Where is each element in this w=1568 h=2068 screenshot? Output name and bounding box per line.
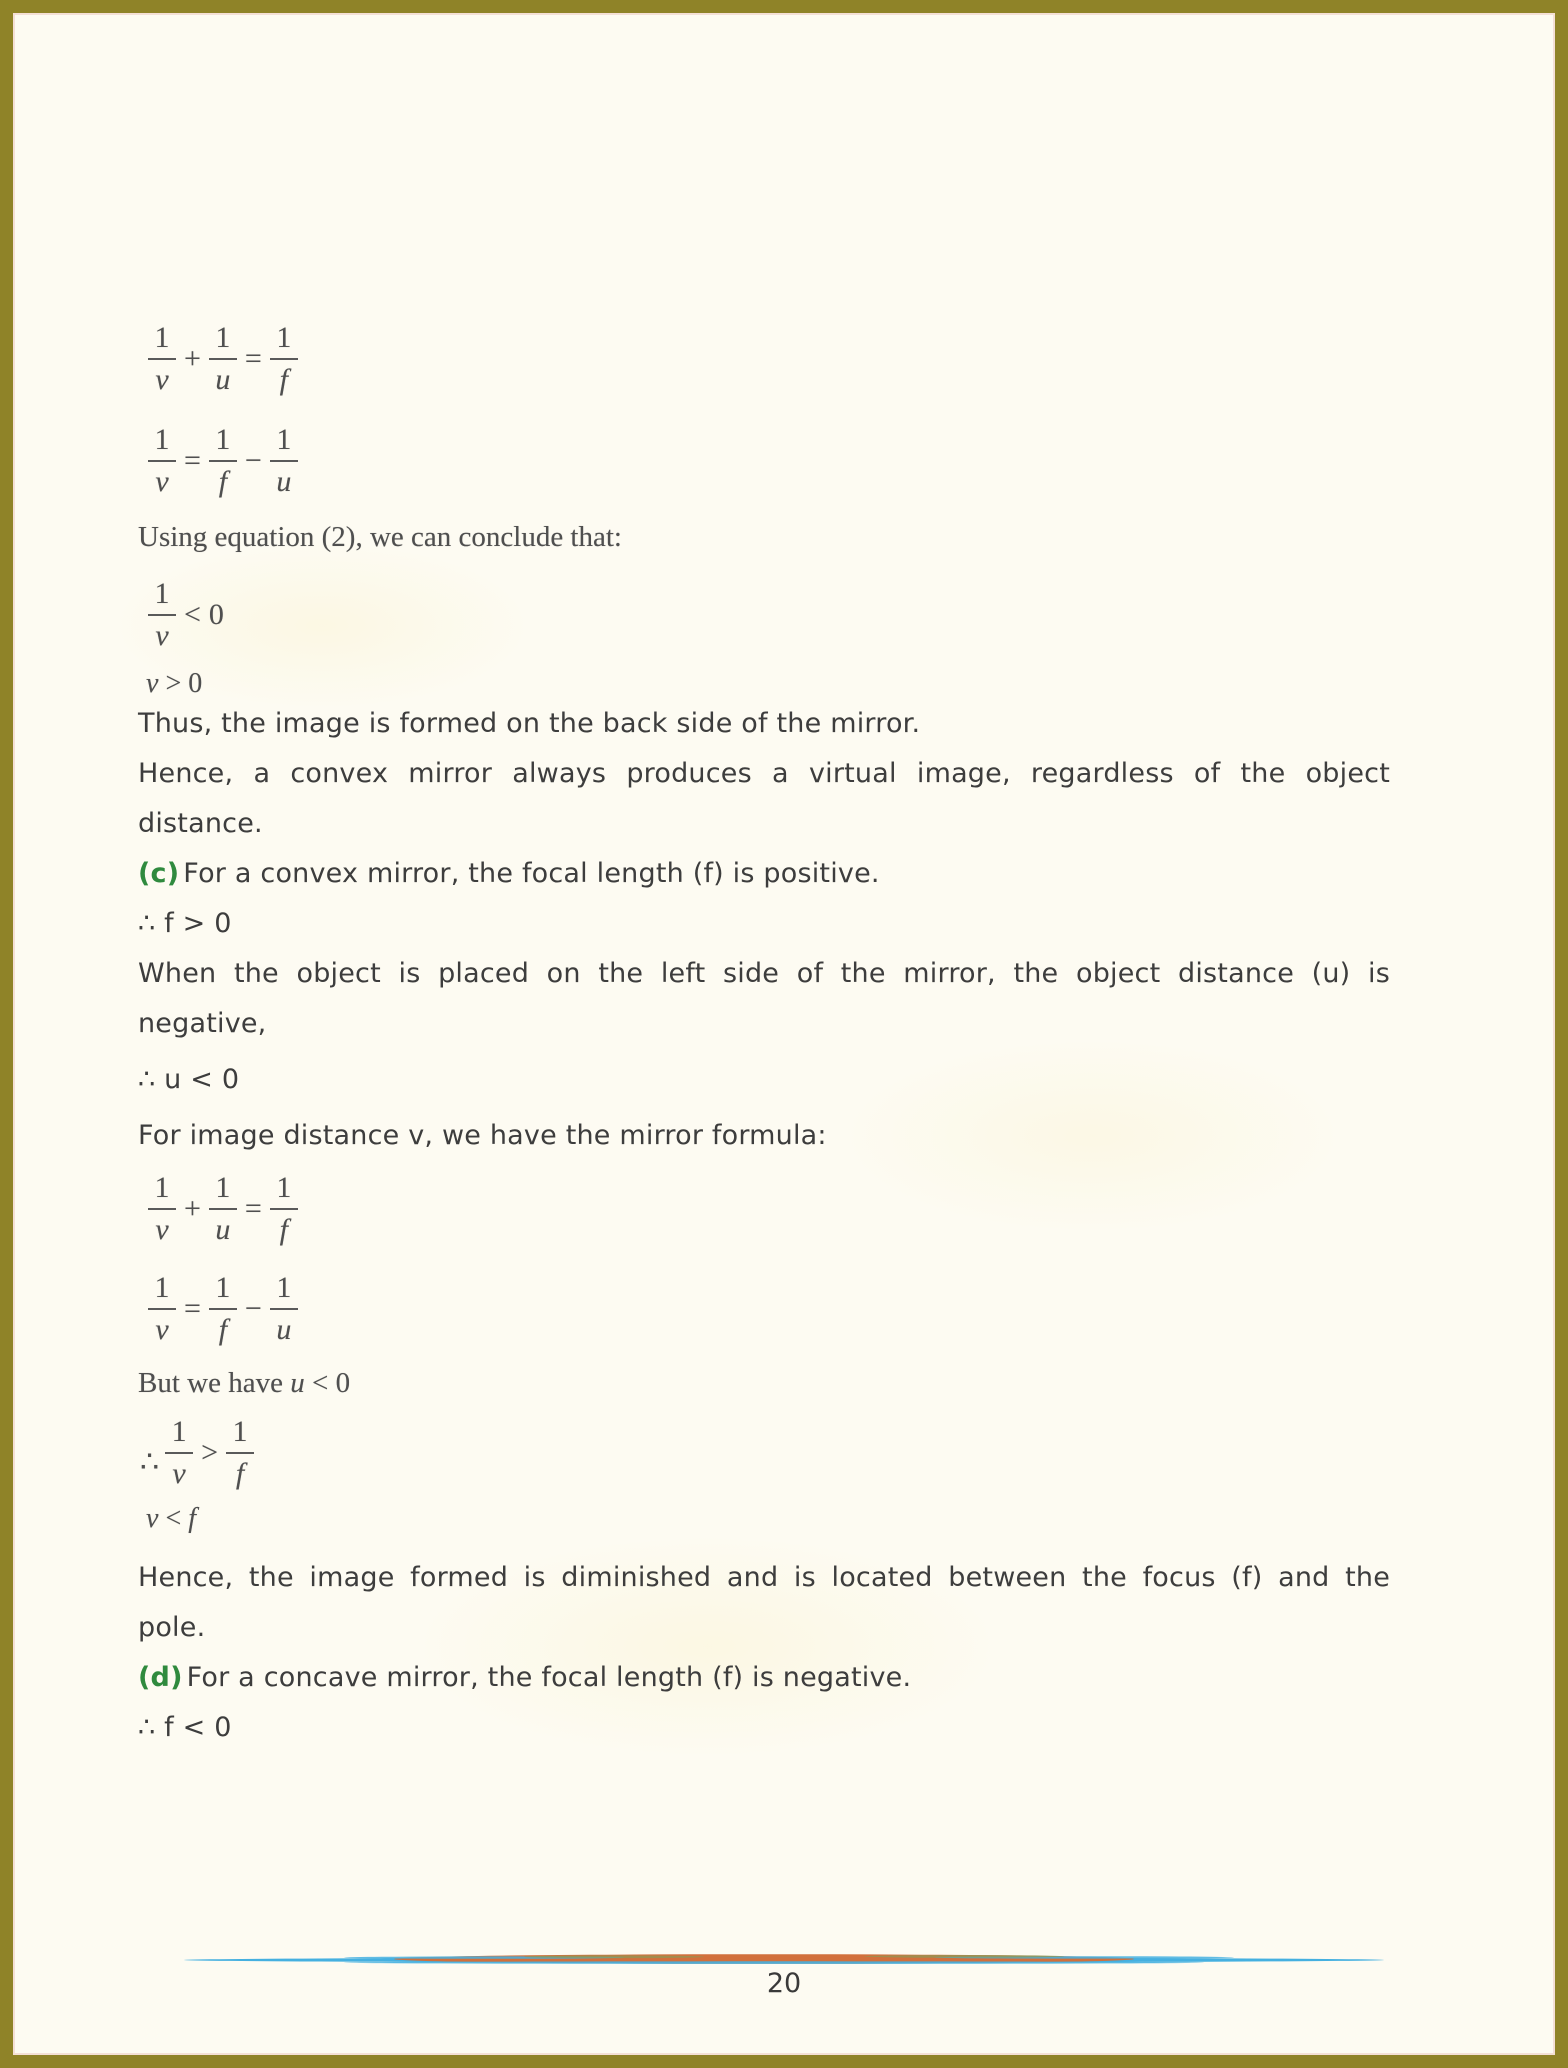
fraction-denominator: v	[148, 1208, 176, 1245]
fraction-denominator: f	[226, 1452, 254, 1489]
fraction-numerator: 1	[215, 1171, 231, 1204]
variable-v: v	[146, 668, 159, 699]
fraction-denominator: u	[270, 460, 298, 497]
fraction-numerator: 1	[276, 321, 292, 354]
zero-value: 0	[335, 1367, 351, 1399]
therefore-f-positive: ∴ f > 0	[138, 908, 232, 939]
fraction-numerator: 1	[276, 1271, 292, 1304]
equation-rearranged-2	[148, 1273, 1390, 1345]
minus-operator: −	[244, 1292, 262, 1325]
page-number: 20	[766, 1968, 802, 1999]
fraction-numerator: 1	[232, 1415, 248, 1448]
section-d-statement	[138, 1653, 1390, 1703]
fraction-denominator: v	[148, 460, 176, 497]
fraction-1-over-f	[226, 1417, 254, 1489]
equals-operator: =	[244, 1192, 262, 1225]
fraction-numerator: 1	[276, 423, 292, 456]
when-object-line2: negative,	[138, 1008, 267, 1039]
hence-diminished-line1: Hence, the image formed is diminished and is located between the focus (f) and the	[138, 1562, 1390, 1593]
fraction-denominator: f	[270, 358, 298, 395]
zero-value: 0	[188, 668, 203, 699]
for-image-distance-text: For image distance v, we have the mirror formula:	[138, 1120, 827, 1151]
equation-v-positive	[146, 669, 1390, 699]
section-c-statement	[138, 849, 1390, 899]
fraction-denominator: u	[209, 1208, 237, 1245]
fraction-numerator: 1	[154, 577, 170, 610]
when-object-line1: When the object is placed on the left side of the mirror, the object distance (u) is	[138, 958, 1390, 989]
fraction-denominator: u	[270, 1308, 298, 1345]
fraction-1-over-v	[148, 579, 176, 651]
fraction-numerator: 1	[154, 1271, 170, 1304]
section-d-label: (d)	[138, 1662, 183, 1693]
decorative-divider	[184, 1950, 1384, 1970]
therefore-u-negative: ∴ u < 0	[138, 1064, 240, 1095]
fraction-1-over-f	[209, 425, 237, 497]
fraction-numerator: 1	[215, 321, 231, 354]
less-than-operator: <	[165, 1503, 182, 1534]
fraction-1-over-v	[148, 1273, 176, 1345]
fraction-1-over-v	[165, 1417, 193, 1489]
section-c-text: For a convex mirror, the focal length (f) is positive.	[183, 858, 880, 889]
fraction-denominator: v	[148, 358, 176, 395]
less-than-operator: <	[184, 598, 201, 631]
equals-operator: =	[184, 1292, 201, 1325]
page-content	[138, 13, 1390, 1753]
fraction-numerator: 1	[154, 1171, 170, 1204]
equation-one-over-v-negative	[148, 579, 1390, 651]
equation-v-lt-f	[146, 1503, 1390, 1535]
fraction-1-over-v	[148, 425, 176, 497]
zero-value: 0	[208, 598, 224, 631]
fraction-1-over-v	[148, 323, 176, 395]
fraction-denominator: f	[270, 1208, 298, 1245]
using-equation-text: Using equation (2), we can conclude that:	[138, 521, 622, 553]
equation-rearranged	[148, 425, 1390, 497]
plus-operator: +	[184, 342, 201, 375]
fraction-1-over-u	[209, 323, 237, 395]
fraction-1-over-u	[209, 1173, 237, 1245]
therefore-f-negative: ∴ f < 0	[138, 1712, 232, 1743]
fraction-1-over-f	[270, 1173, 298, 1245]
fraction-1-over-f	[270, 323, 298, 395]
fraction-denominator: v	[148, 614, 176, 651]
fraction-1-over-v	[148, 1173, 176, 1245]
equals-operator: =	[184, 444, 201, 477]
hence-convex-line1: Hence, a convex mirror always produces a virtual image, regardless of the object	[138, 758, 1390, 789]
section-d-text: For a concave mirror, the focal length (f) is negative.	[186, 1662, 912, 1693]
plus-operator: +	[184, 1192, 201, 1225]
fraction-1-over-u	[270, 425, 298, 497]
greater-than-operator: >	[201, 1436, 219, 1469]
less-than-operator: <	[311, 1367, 329, 1399]
greater-than-operator: >	[165, 668, 182, 699]
equals-operator: =	[244, 342, 262, 375]
fraction-denominator: v	[148, 1308, 176, 1345]
hence-diminished-line2: pole.	[138, 1612, 206, 1643]
fraction-numerator: 1	[215, 1271, 231, 1304]
fraction-denominator: f	[209, 1308, 237, 1345]
equation-therefore-compare	[140, 1417, 1390, 1489]
equation-mirror-formula	[148, 323, 1390, 395]
fraction-numerator: 1	[215, 423, 231, 456]
fraction-numerator: 1	[171, 1415, 187, 1448]
fraction-denominator: v	[165, 1452, 193, 1489]
equation-mirror-formula-2	[148, 1173, 1390, 1245]
fraction-1-over-u	[270, 1273, 298, 1345]
variable-u: u	[290, 1367, 305, 1399]
fraction-denominator: u	[209, 358, 237, 395]
minus-operator: −	[244, 444, 262, 477]
fraction-denominator: f	[209, 460, 237, 497]
variable-f: f	[188, 1503, 197, 1534]
therefore-symbol: ∴	[140, 1445, 160, 1479]
variable-v: v	[146, 1503, 159, 1534]
hence-convex-line2: distance.	[138, 808, 263, 839]
fraction-numerator: 1	[154, 321, 170, 354]
thus-statement: Thus, the image is formed on the back side of the mirror.	[138, 708, 921, 739]
section-c-label: (c)	[138, 858, 180, 889]
but-we-have-statement	[138, 1365, 1390, 1401]
fraction-numerator: 1	[154, 423, 170, 456]
fraction-numerator: 1	[276, 1171, 292, 1204]
but-we-have-text: But we have	[138, 1367, 283, 1399]
fraction-1-over-f	[209, 1273, 237, 1345]
